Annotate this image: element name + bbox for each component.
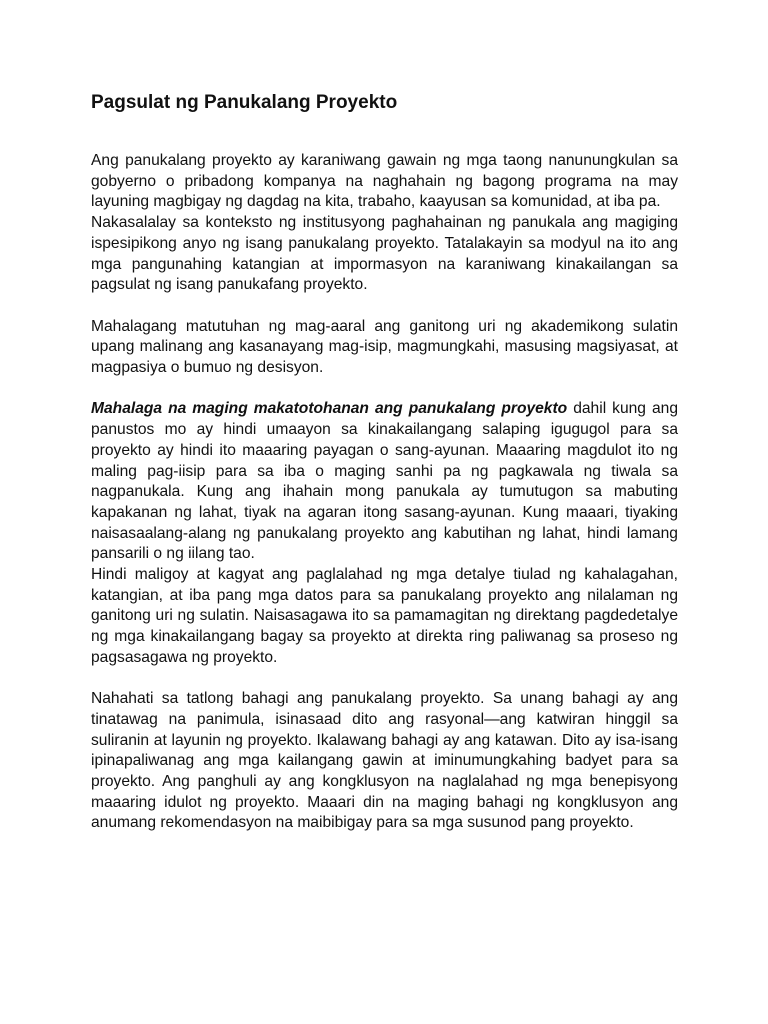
paragraph-intro: Ang panukalang proyekto ay karaniwang gawain ng mga taong nanunungkulan sa gobyerno o pribadong kompanya na naghahain ng bagong programa na may layuning magbigay ng dagdag na kita, trabaho, kaayusan sa komunidad, at iba pa. — [91, 152, 678, 211]
paragraph-context: Nakasalalay sa konteksto ng institusyong paghahainan ng panukala ang magiging ispesipikong anyo ng isang panukalang proyekto. Tatalakayin sa modyul na ito ang mga pangunahing katangian at impormasyon na karaniwang kinakailangan sa pagsulat ng isang panukafang proyekto. — [91, 214, 678, 294]
emphasized-phrase: Mahalaga na maging makatotohanan ang panukalang proyekto — [91, 400, 568, 418]
paragraph-structure: Nahahati sa tatlong bahagi ang panukalang proyekto. Sa unang bahagi ay ang tinatawag na panimula, isinasaad dito ang rasyonal—ang katwiran hinggil sa suliranin at layunin ng proyekto. Ikalawang bahagi ay ang katawan. Dito ay isa-isang ipinapaliwanag ang mga kailangang gawin at iminumungkahing badyet para sa proyekto. Ang panghuli ay ang kongklusyon na naglalahad ng mga benepisyong maaaring idulot ng proyekto. Maaari din na maging bahagi ng kongklusyon ang anumang rekomendasyon na maibibigay para sa mga susunod pang proyekto. — [91, 690, 678, 832]
document-body — [91, 151, 678, 834]
paragraph-importance: Mahalagang matutuhan ng mag-aaral ang ganitong uri ng akademikong sulatin upang malinang ang kasanayang mag-isip, magmungkahi, masusing magsiyasat, at magpasiya o bumuo ng desisyon. — [91, 317, 678, 377]
document-title: Pagsulat ng Panukalang Proyekto — [91, 92, 398, 113]
paragraph-directness: Hindi maligoy at kagyat ang paglalahad ng mga detalye tiulad ng kahalagahan, katangian, at iba pang mga datos para sa panukalang proyekto ang nilalaman ng ganitong uri ng sulatin. Naisasagawa ito sa pamamagitan ng direktang pagdedetalye ng mga kinakailangang bagay sa proyekto at direkta ring paliwanag sa proseso ng pagsasagawa ng proyekto. — [91, 566, 678, 666]
paragraph-realistic — [91, 399, 678, 565]
paragraph-realistic-rest: dahil kung ang panustos mo ay hindi umaayon sa kinakailangang salaping igugugol para sa proyekto ay hindi ito maaaring payagan o sang-ayunan. Maaaring magdulot ito ng maling pag-iisip para sa iba o maging sanhi pa ng pagkawala ng tiwala sa nagpanukala. Kung ang ihahain mong panukala ay tumutugon sa mabuting kapakanan ng lahat, tiyak na agaran itong sasang-ayunan. Kung maaari, tiyaking naisasaalang-alang ng panukalang proyekto ang kabutihan ng lahat, hindi lamang pansarili o ng iilang tao. — [91, 400, 678, 563]
